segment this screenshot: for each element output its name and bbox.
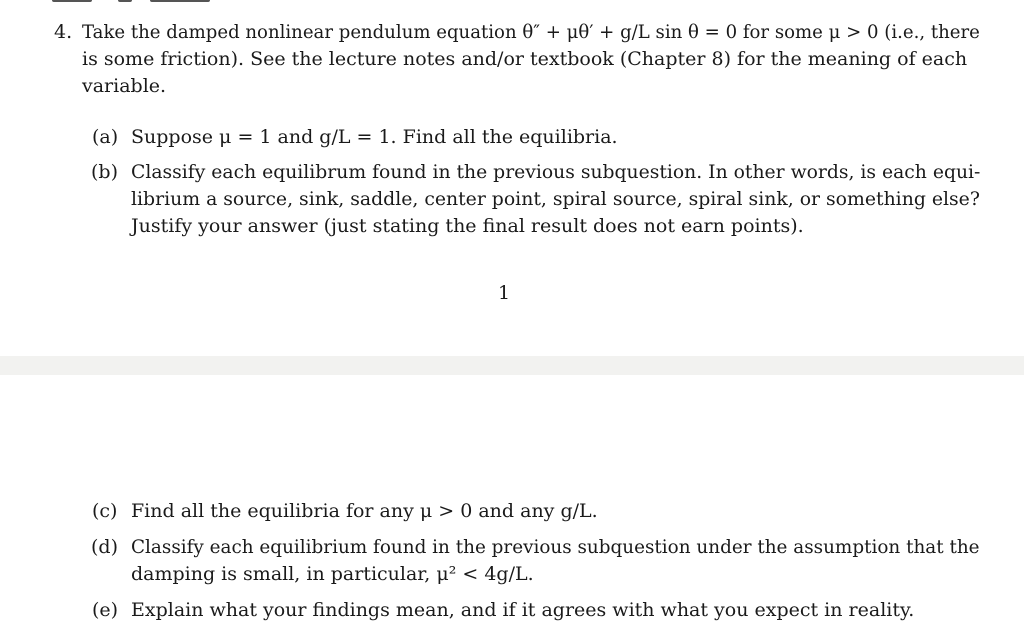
part-b-label: (b) (91, 161, 118, 183)
page-number: 1 (497, 282, 511, 304)
problem-intro-line-2: is some friction). See the lecture notes and/or textbook (Chapter 8) for the meaning of each (82, 48, 968, 70)
part-e-label: (e) (92, 599, 119, 621)
page-separator (0, 356, 1024, 375)
problem-intro-line-3: variable. (82, 75, 167, 97)
problem-number: 4. (54, 21, 73, 43)
document-page-2 (0, 375, 1024, 641)
part-d-line-1: Classify each equilibrium found in the previous subquestion under the assumption that the (131, 536, 980, 558)
part-b-line-1: Classify each equilibrum found in the previous subquestion. In other words, is each equi- (131, 161, 981, 183)
problem-intro-line-1: Take the damped nonlinear pendulum equation θ″ + μθ′ + g/L sin θ = 0 for some μ > 0 (i.e., there (82, 21, 980, 43)
part-b-line-3: Justify your answer (just stating the final result does not earn points). (131, 215, 804, 237)
part-c-line-1: Find all the equilibria for any μ > 0 and any g/L. (131, 500, 598, 522)
part-a-line-1: Suppose μ = 1 and g/L = 1. Find all the equilibria. (131, 126, 618, 148)
previous-text-fragment (0, 0, 1024, 3)
part-c-label: (c) (92, 500, 118, 522)
part-e-line-1: Explain what your findings mean, and if it agrees with what you expect in reality. (131, 599, 915, 621)
part-d-label: (d) (91, 536, 118, 558)
part-b-line-2: librium a source, sink, saddle, center point, spiral source, spiral sink, or something else? (131, 188, 980, 210)
part-a-label: (a) (92, 126, 119, 148)
part-d-line-2: damping is small, in particular, μ² < 4g/L. (131, 563, 534, 585)
